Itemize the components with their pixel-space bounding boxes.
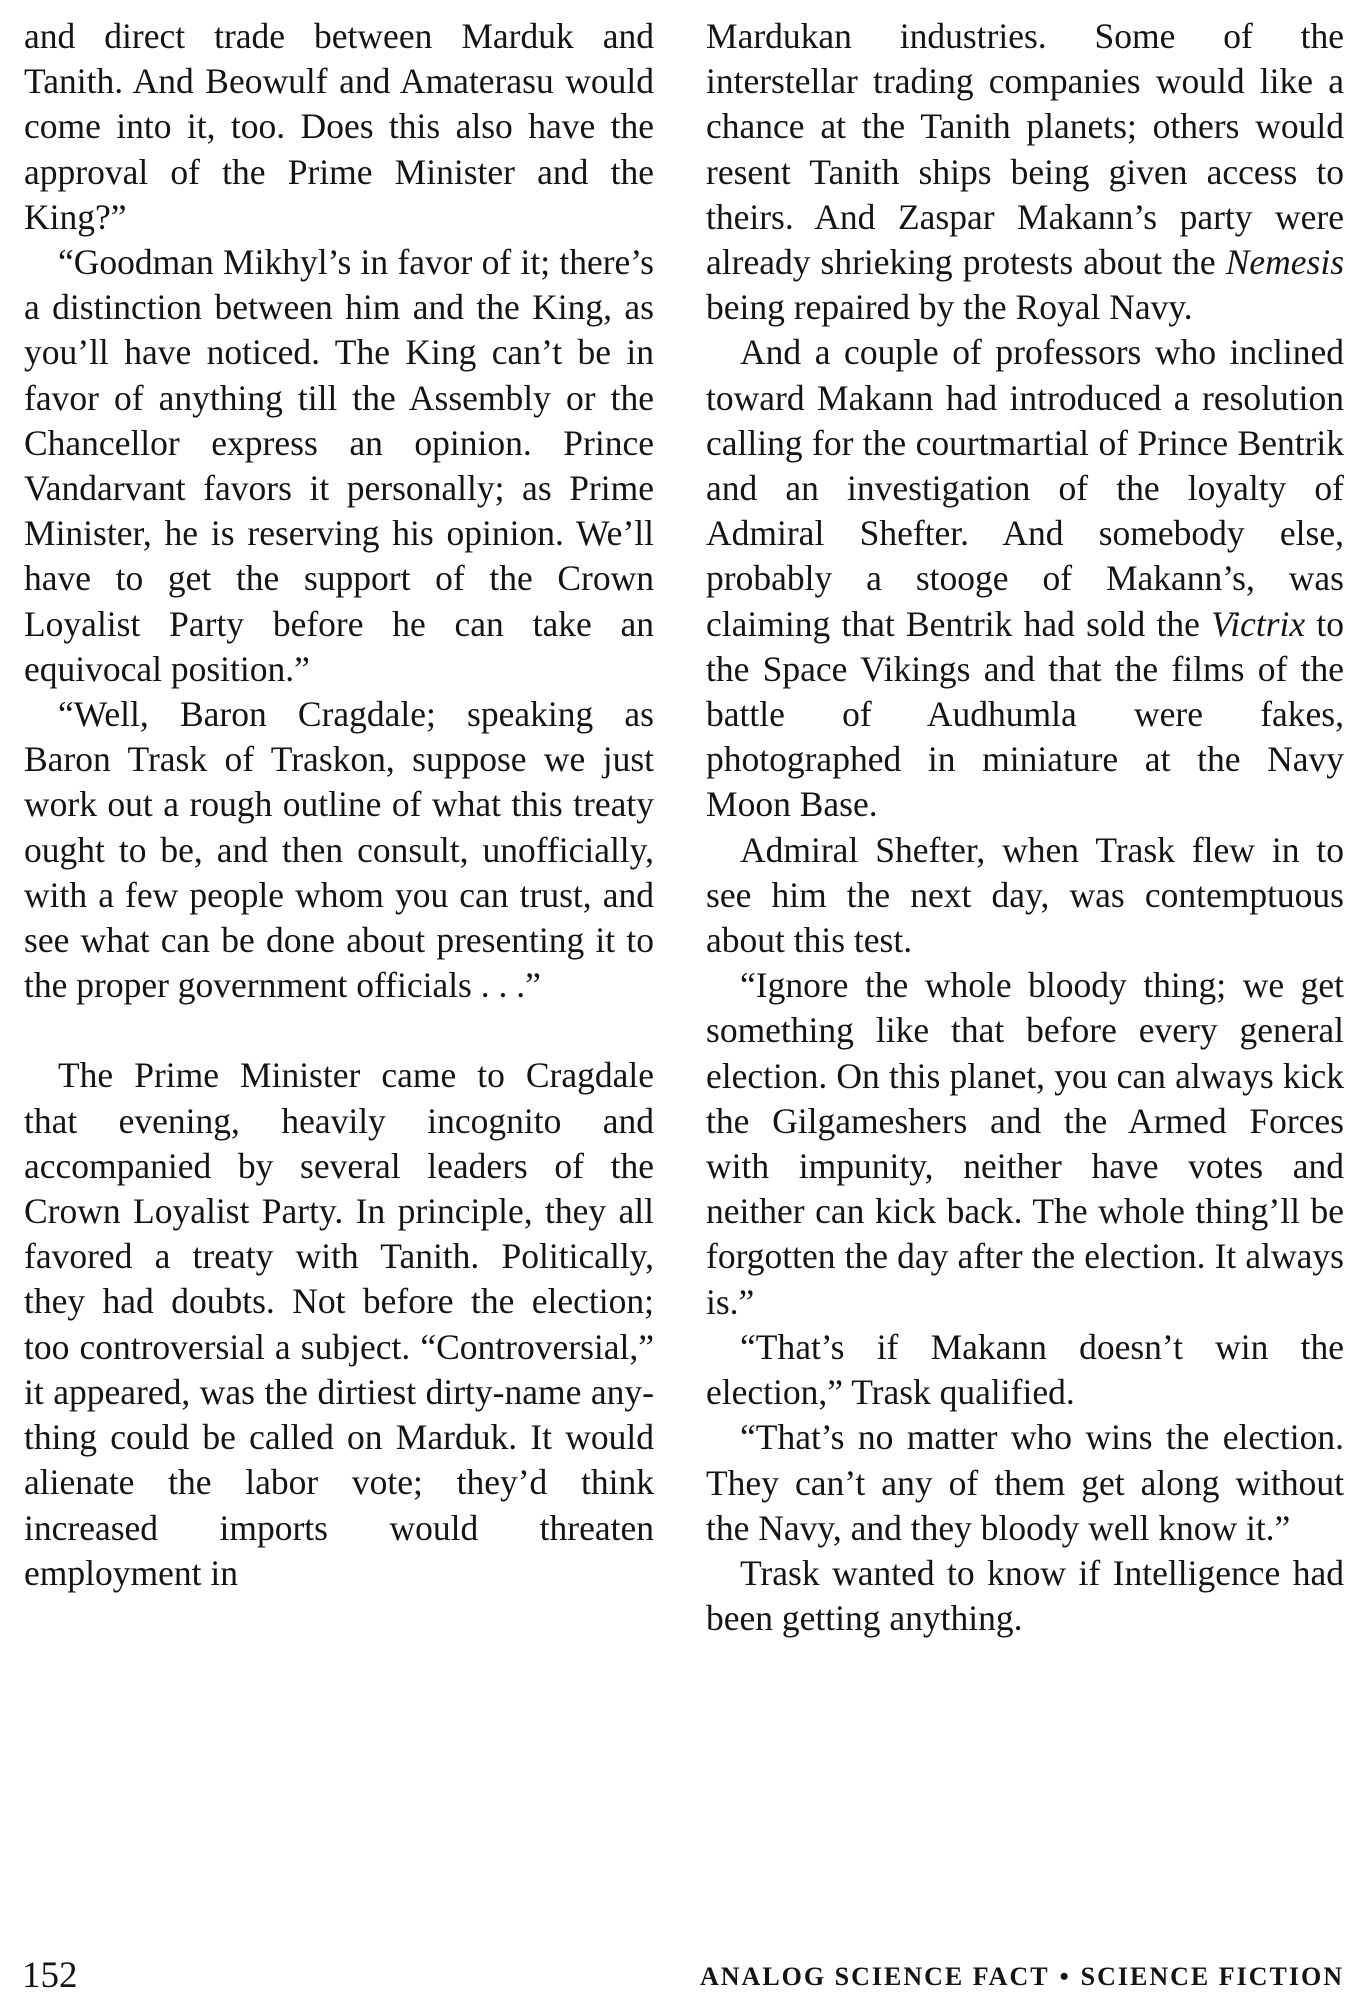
paragraph: “That’s no matter who wins the election. They can’t any of them get along without the Navy, and they bloody well know it.” — [706, 1417, 1344, 1548]
magazine-title-part: ANALOG SCIENCE FACT — [700, 1962, 1050, 1991]
bullet-separator: • — [1059, 1962, 1071, 1991]
paragraph: Admiral Shefter, when Trask flew in to see him the next day, was contemptuous about this test. — [706, 829, 1344, 961]
ship-name-italic: Nemesis — [1225, 242, 1345, 283]
text-span: being repaired by the Royal Navy. — [706, 287, 1193, 328]
paragraph: and direct trade between Marduk and Tanith. And Beowulf and Amaterasu would come into it, too. Does this also have the approval of the Prime Minister and the King?” — [24, 16, 654, 237]
paragraph — [706, 14, 1344, 330]
paragraph: “Well, Baron Cragdale; speaking as Baron Trask of Traskon, suppose we just work out a rough outline of what this treaty ought to be, and then consult, unofficially, with a few people whom you can trust, and see what can be done about presenting it to the proper government officials . . .” — [24, 694, 654, 1006]
magazine-title-part: SCIENCE FICTION — [1080, 1962, 1344, 1991]
paragraph: “Ignore the whole bloody thing; we get something like that before every general election. On this planet, you can always kick the Gilgameshers and the Armed Forces with impunity, neither have votes and neither can kick back. The whole thing’ll be forgotten the day after the election. It always is.” — [706, 965, 1344, 1322]
paragraph: Trask wanted to know if Intelligence had been getting anything. — [706, 1552, 1344, 1639]
text-span: to the Space Vikings and that the films of the battle of Audhumla were fakes, photographed in miniature at the Navy Moon Base. — [706, 603, 1345, 825]
paragraph: “That’s if Makann doesn’t win the election,” Trask qualified. — [706, 1326, 1344, 1413]
paragraph: “Goodman Mikhyl’s in favor of it; there’s a distinction between him and the King, as you’ll have noticed. The King can’t be in favor of anything till the Assembly or the Chancellor express an opinion. Prince Vandarvant favors it personally; as Prime Minister, he is reserving his opinion. We’ll have to get the support of the Crown Loyalist Party before he can take an equivocal position.” — [24, 242, 654, 689]
text-span: And a couple of professors who inclined toward Makann had introduced a resolution calling for the courtmartial of Prince Bentrik and an investigation of the loyalty of Admiral Shefter. And somebody else, probably a stooge of Makann’s, was claiming that Bentrik had sold the — [706, 332, 1344, 644]
paragraph — [706, 330, 1344, 827]
ship-name-italic: Victrix — [1211, 603, 1306, 644]
text-span: Mardukan industries. Some of the interstellar trading companies would like a chance at the Tanith planets; others would resent Tanith ships being given access to theirs. And Zaspar Makann’s party were already shrieking protests about the — [706, 16, 1344, 283]
paragraph-section-start: The Prime Minister came to Cragdale that evening, heavily incognito and accompanied by several leaders of the Crown Loyalist Party. In principle, they all favored a treaty with Tanith. Politically, they had doubts. Not before the election; too controversial a subject. “Controversial,” it appeared, was the dirtiest dirty-name anything could be called on Marduk. It would alienate the labor vote; they’d think increased imports would threaten employment in — [24, 1055, 654, 1593]
text-column-right — [706, 14, 1344, 1641]
page-footer — [22, 1955, 1344, 1997]
text-column-left — [24, 14, 654, 1596]
running-head — [700, 1959, 1344, 1995]
page-number: 152 — [22, 1955, 78, 1996]
